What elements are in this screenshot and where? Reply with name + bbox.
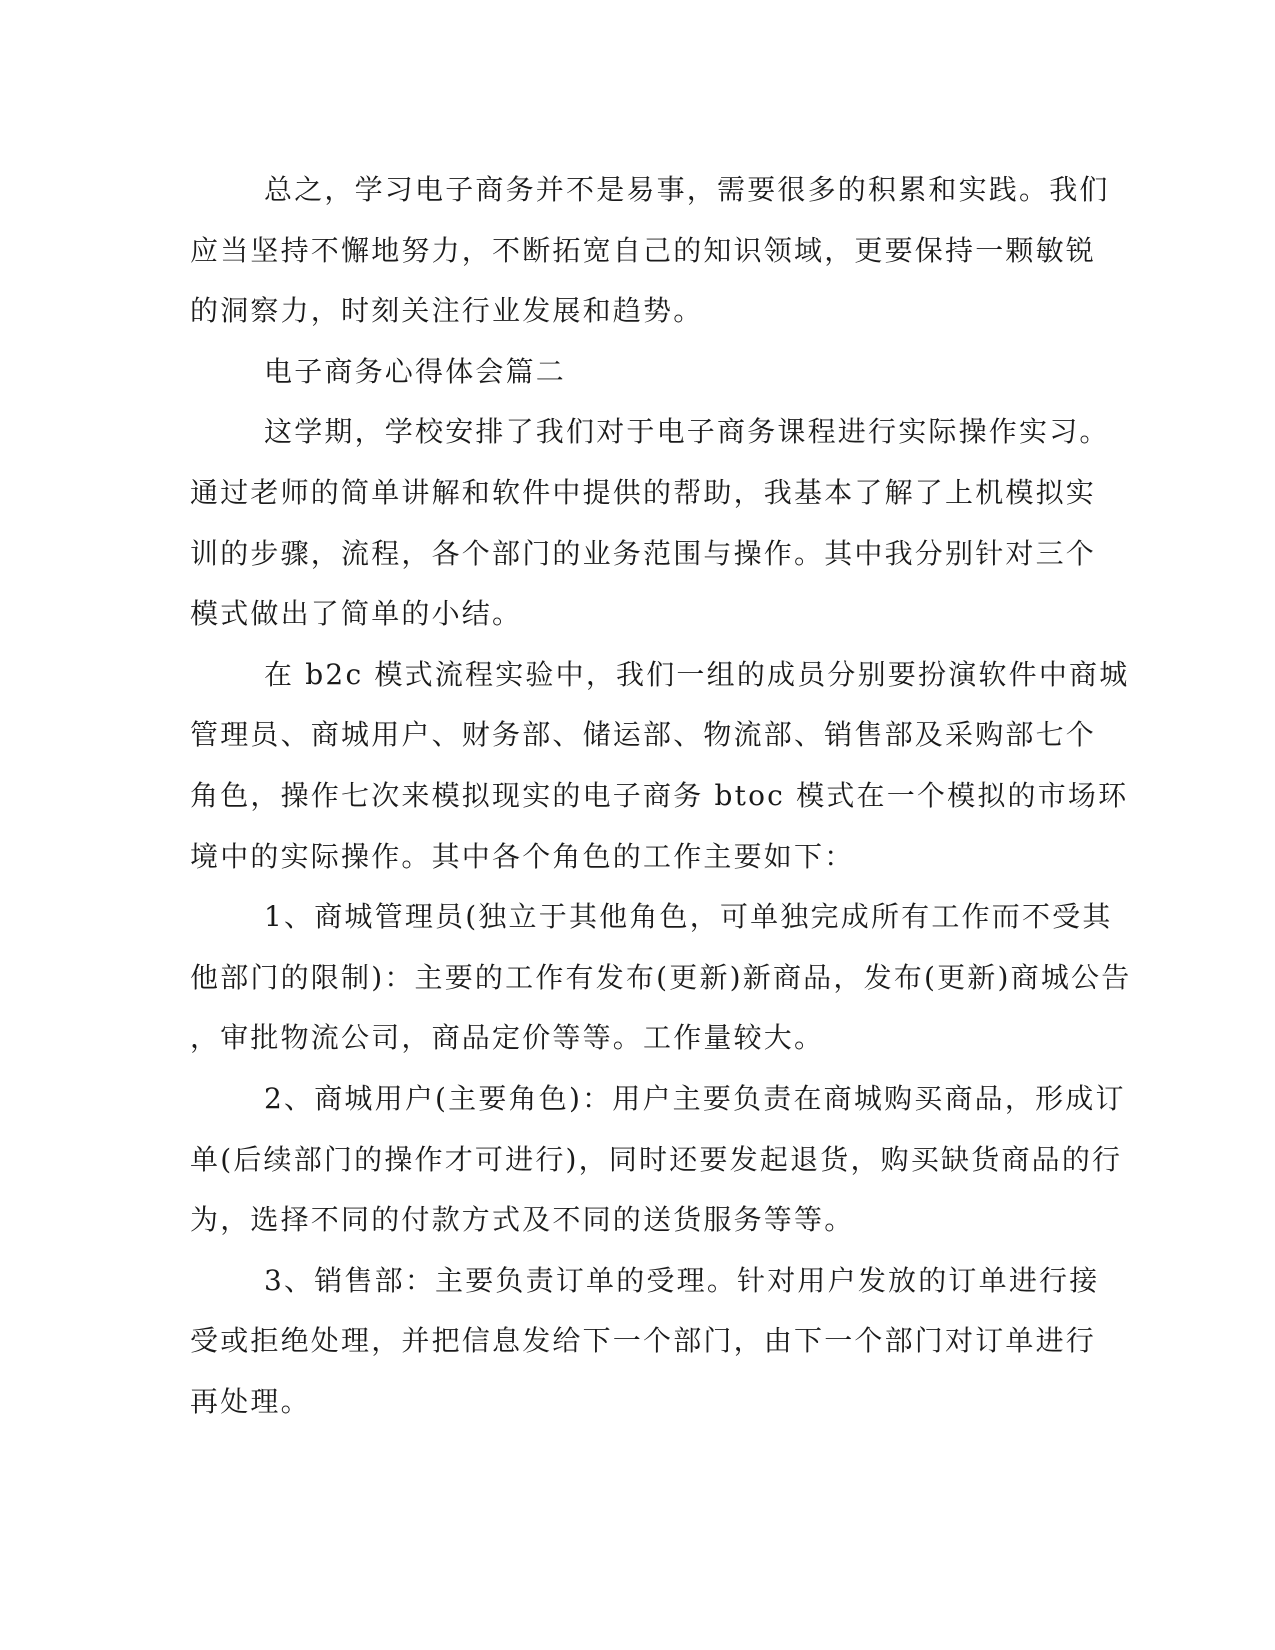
text-line: 训的步骤，流程，各个部门的业务范围与操作。其中我分别针对三个 <box>190 536 1097 570</box>
text-line: 角色，操作七次来模拟现实的电子商务 btoc 模式在一个模拟的市场环 <box>190 778 1129 812</box>
list-item: 1、商城管理员(独立于其他角色，可单独完成所有工作而不受其 <box>264 900 1113 934</box>
document-body <box>190 160 1132 1432</box>
text-line: 再处理。 <box>190 1384 311 1418</box>
text-line: 通过老师的简单讲解和软件中提供的帮助，我基本了解了上机模拟实 <box>190 475 1097 509</box>
text-line: 受或拒绝处理，并把信息发给下一个部门，由下一个部门对订单进行 <box>190 1324 1097 1358</box>
text-line: 他部门的限制)：主要的工作有发布(更新)新商品，发布(更新)商城公告 <box>190 960 1132 994</box>
text-line: 的洞察力，时刻关注行业发展和趋势。 <box>190 294 704 328</box>
list-item: 2、商城用户(主要角色)：用户主要负责在商城购买商品，形成订 <box>264 1081 1126 1115</box>
text-line: 管理员、商城用户、财务部、储运部、物流部、销售部及采购部七个 <box>190 718 1097 752</box>
text-line: 应当坚持不懈地努力，不断拓宽自己的知识领域，更要保持一颗敏锐 <box>190 233 1097 267</box>
text-line: 单(后续部门的操作才可进行)，同时还要发起退货，购买缺货商品的行 <box>190 1142 1123 1176</box>
text-line: 境中的实际操作。其中各个角色的工作主要如下： <box>190 839 855 873</box>
text-line: 总之，学习电子商务并不是易事，需要很多的积累和实践。我们 <box>264 173 1110 206</box>
list-item: 3、销售部：主要负责订单的受理。针对用户发放的订单进行接 <box>264 1263 1100 1297</box>
text-line: 在 b2c 模式流程实验中，我们一组的成员分别要扮演软件中商城 <box>264 657 1130 691</box>
text-line: 为，选择不同的付款方式及不同的送货服务等等。 <box>190 1203 855 1237</box>
text-line: ，审批物流公司，商品定价等等。工作量较大。 <box>190 1021 825 1055</box>
section-heading: 电子商务心得体会篇二 <box>264 354 567 388</box>
text-line: 模式做出了简单的小结。 <box>190 597 523 631</box>
text-line: 这学期，学校安排了我们对于电子商务课程进行实际操作实习。 <box>264 415 1110 449</box>
